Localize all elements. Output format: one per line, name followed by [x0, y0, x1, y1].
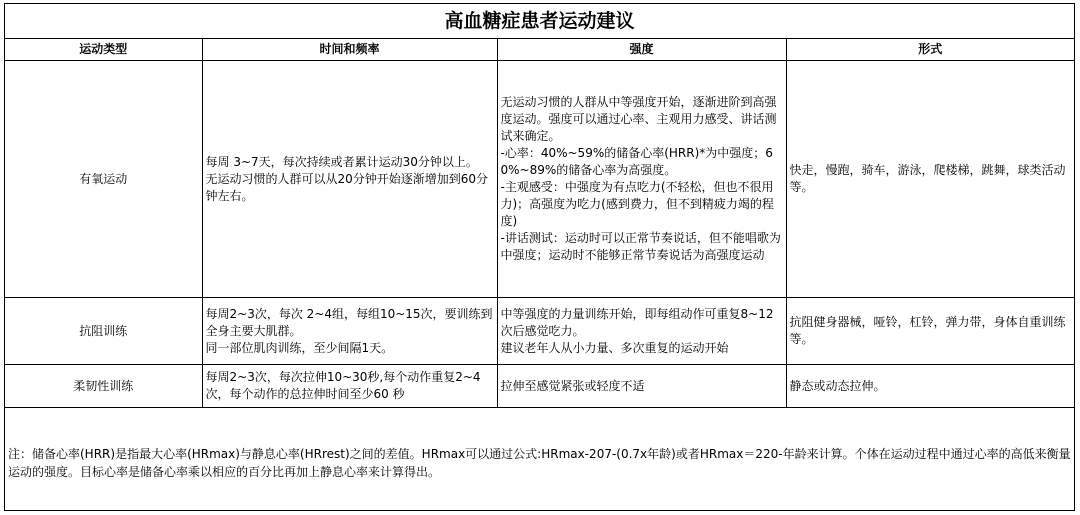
header-form: 形式 — [786, 38, 1074, 61]
table-title: 高血糖症患者运动建议 — [5, 4, 1074, 39]
form-cell: 静态或动态拉伸。 — [786, 365, 1074, 408]
frequency-cell — [202, 61, 497, 298]
frequency-cell — [202, 298, 497, 365]
frequency-text: 每周2~3次，每次 2~4组，每组10~15次，要训练到全身主要大肌群。 — [205, 306, 493, 338]
table-row — [5, 298, 1074, 365]
exercise-type: 抗阻训练 — [5, 298, 202, 365]
intensity-text: -讲话测试：运动时可以正常节奏说话，但不能唱歌为中强度；运动时不能够正常节奏说话为高强度运动 — [500, 231, 781, 262]
form-cell: 快走，慢跑，骑车，游泳，爬楼梯，跳舞，球类活动等。 — [786, 61, 1074, 298]
intensity-text: -心率：40%~59%的储备心率(HRR)*为中强度；60%~89%的储备心率为高强度。 — [500, 146, 773, 177]
frequency-text: 每周 3~7天，每次持续或者累计运动30分钟以上。 — [205, 154, 478, 169]
exercise-type: 有氧运动 — [5, 61, 202, 298]
frequency-text: 同一部位肌肉训练，至少间隔1天。 — [205, 340, 394, 355]
table-row — [5, 365, 1074, 408]
intensity-cell — [497, 298, 786, 365]
frequency-text: 每周2~3次，每次拉伸10~30秒,每个动作重复2~4 次，每个动作的总拉伸时间至少60 秒 — [205, 370, 481, 401]
header-type: 运动类型 — [5, 38, 202, 61]
intensity-cell — [497, 61, 786, 298]
intensity-text: 无运动习惯的人群从中等强度开始，逐渐进阶到高强度运动。强度可以通过心率、主观用力感受、讲话测试来确定。 — [500, 95, 777, 143]
exercise-table — [5, 38, 1074, 408]
header-frequency: 时间和频率 — [202, 38, 497, 61]
intensity-text: 拉伸至感觉紧张或轻度不适 — [500, 378, 645, 393]
intensity-text: 中等强度的力量训练开始，即每组动作可重复8~12次后感觉吃力。 — [500, 306, 774, 338]
exercise-type: 柔韧性训练 — [5, 365, 202, 408]
frequency-cell — [202, 365, 497, 408]
exercise-table-sheet — [4, 3, 1075, 511]
table-row — [5, 61, 1074, 298]
header-intensity: 强度 — [497, 38, 786, 61]
intensity-text: 建议老年人从小力量、多次重复的运动开始 — [500, 340, 729, 355]
intensity-cell — [497, 365, 786, 408]
intensity-text: -主观感受：中强度为有点吃力(不轻松，但也不很用力)；高强度为吃力(感到费力，但不到精疲力竭的程度) — [500, 180, 774, 228]
frequency-text: 无运动习惯的人群可以从20分钟开始逐渐增加到60分钟左右。 — [205, 171, 489, 203]
form-cell: 抗阻健身器械，哑铃，杠铃，弹力带，身体自重训练等。 — [786, 298, 1074, 365]
footnote: 注：储备心率(HRR)是指最大心率(HRmax)与静息心率(HRrest)之间的差值。HRmax可以通过公式:HRmax-207-(0.7x年龄)或者HRmax＝220-年龄来计算。个体在运动过程中通过心率的高低来衡量运动的强度。目标心率是储备心率乘以相应的百分比再加上静息心率来计算得出。 — [8, 447, 1071, 479]
header-row — [5, 38, 1074, 61]
